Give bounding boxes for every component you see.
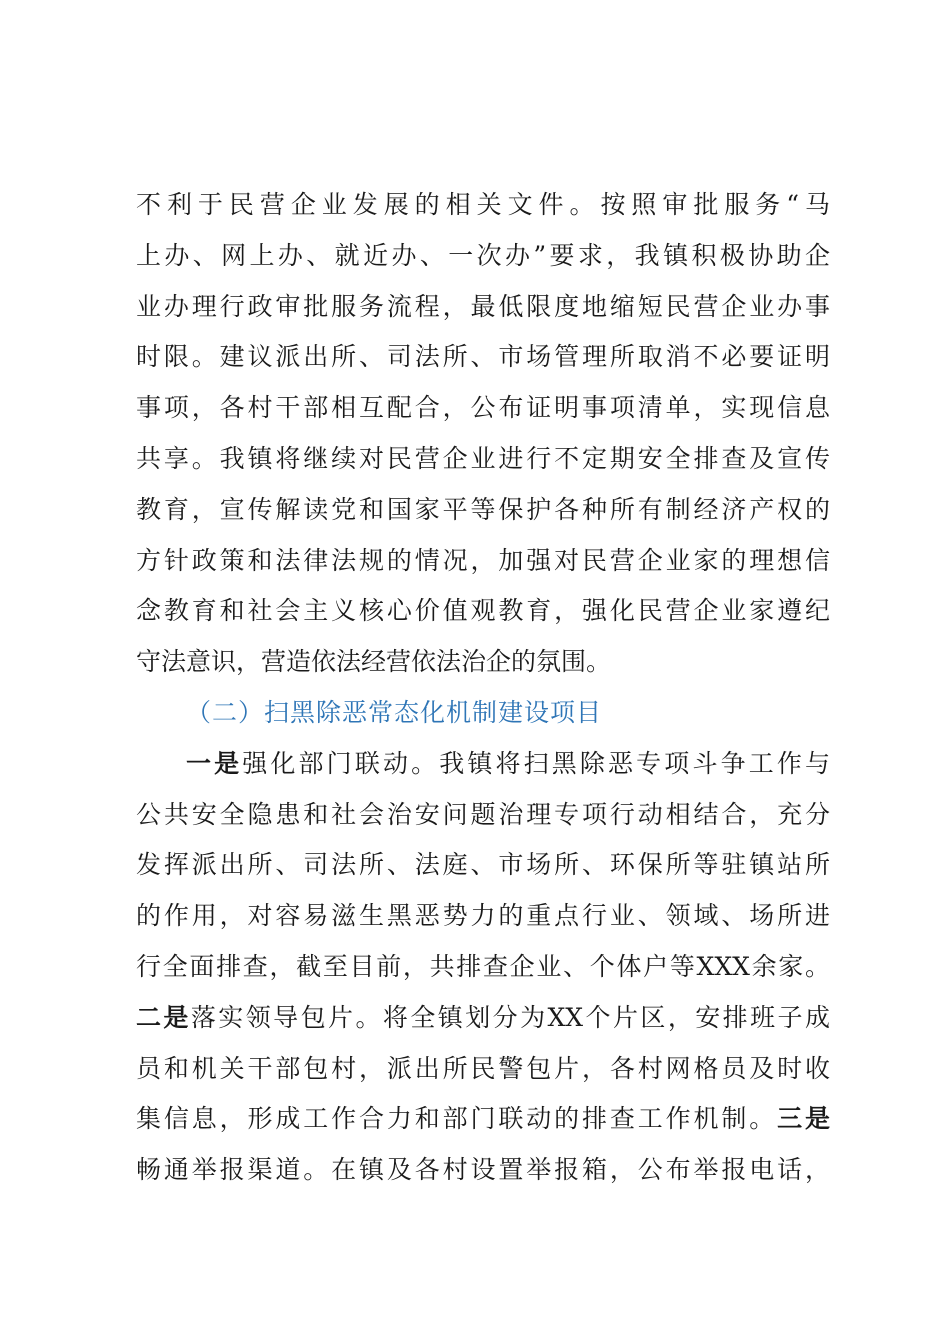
text-line: 不利于民营企业发展的相关文件。按照审批服务“马 bbox=[136, 190, 830, 219]
paragraph-anti-crime bbox=[136, 739, 830, 1196]
point-label: 一是 bbox=[186, 748, 243, 778]
text-line bbox=[136, 739, 830, 790]
text-line: 共享。我镇将继续对民营企业进行不定期安全排查及宣传 bbox=[136, 443, 830, 473]
point-label: 二是 bbox=[136, 1002, 191, 1032]
text-line: 业办理行政审批服务流程，最低限度地缩短民营企业办事 bbox=[136, 291, 830, 321]
text-span: 强化部门联动。我镇将扫黑除恶专项斗争工作与 bbox=[242, 748, 830, 778]
text-line: 行全面排查，截至目前，共排查企业、个体户等XXX余家。 bbox=[136, 951, 830, 981]
text-line: 守法意识，营造依法经营依法治企的氛围。 bbox=[136, 647, 612, 677]
text-line: 员和机关干部包村，派出所民警包片，各村网格员及时收 bbox=[136, 1053, 830, 1083]
text-line: 发挥派出所、司法所、法庭、市场所、环保所等驻镇站所 bbox=[136, 850, 830, 880]
text-line: 畅通举报渠道。在镇及各村设置举报箱，公布举报电话， bbox=[136, 1155, 830, 1185]
text-span: 集信息，形成工作合力和部门联动的排查工作机制。 bbox=[136, 1104, 778, 1134]
paragraph-private-enterprise bbox=[136, 180, 830, 688]
text-span: 落实领导包片。将全镇划分为XX个片区，安排班子成 bbox=[190, 1002, 830, 1032]
text-line: 念教育和社会主义核心价值观教育，强化民营企业家遵纪 bbox=[136, 596, 830, 626]
document-body bbox=[136, 180, 830, 1196]
text-line: 时限。建议派出所、司法所、市场管理所取消不必要证明 bbox=[136, 342, 830, 372]
point-label: 三是 bbox=[777, 1104, 830, 1134]
text-line: 上办、网上办、就近办、一次办”要求，我镇积极协助企 bbox=[136, 240, 830, 270]
text-line: 方针政策和法律法规的情况，加强对民营企业家的理想信 bbox=[136, 545, 830, 575]
section-heading: （二）扫黑除恶常态化机制建设项目 bbox=[186, 697, 603, 727]
text-line: 教育，宣传解读党和国家平等保护各种所有制经济产权的 bbox=[136, 494, 830, 524]
text-line bbox=[136, 1094, 830, 1145]
text-line: 的作用，对容易滋生黑恶势力的重点行业、领域、场所进 bbox=[136, 901, 830, 931]
text-line bbox=[136, 993, 830, 1044]
text-line: 事项，各村干部相互配合，公布证明事项清单，实现信息 bbox=[136, 393, 830, 423]
text-line: 公共安全隐患和社会治安问题治理专项行动相结合，充分 bbox=[136, 799, 830, 829]
